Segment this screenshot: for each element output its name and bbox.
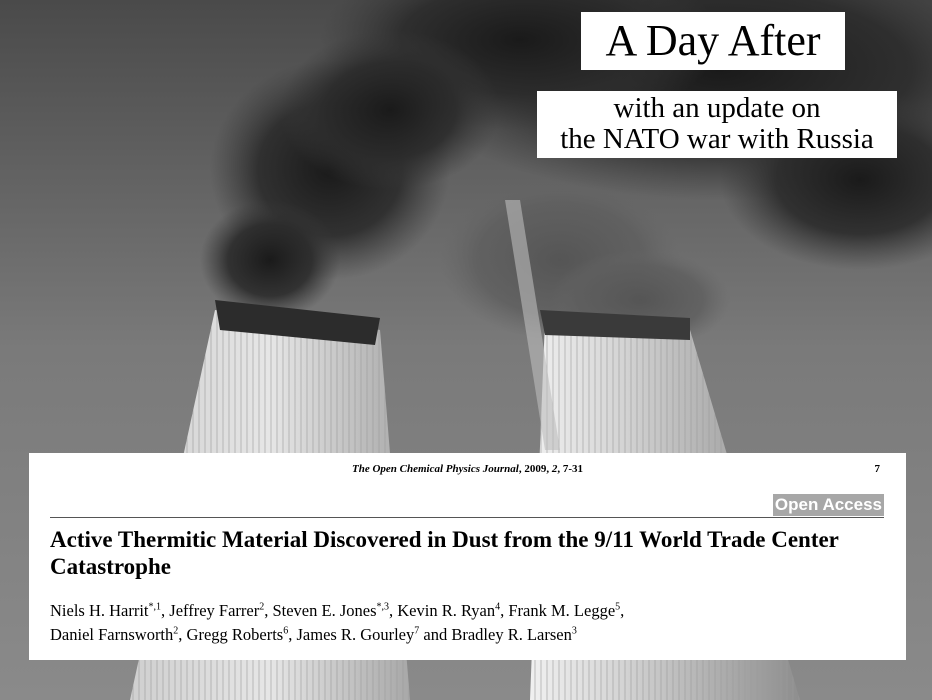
author-affiliation: 3 bbox=[571, 625, 577, 637]
author-name: Jeffrey Farrer bbox=[169, 601, 260, 620]
author-name: Frank M. Legge bbox=[508, 601, 616, 620]
header-divider bbox=[50, 517, 884, 518]
overlay-subtitle-line1: with an update on bbox=[613, 92, 821, 124]
author-list bbox=[50, 599, 886, 647]
journal-citation bbox=[29, 463, 906, 475]
author-separator: , bbox=[288, 625, 297, 644]
author-name: James R. Gourley bbox=[296, 625, 415, 644]
open-access-badge: Open Access bbox=[774, 495, 882, 514]
page-number: 7 bbox=[874, 463, 880, 475]
journal-volume: 2 bbox=[551, 463, 558, 475]
author-separator: and bbox=[419, 625, 452, 644]
author-affiliation: *,1 bbox=[148, 601, 162, 613]
author-name: Bradley R. Larsen bbox=[451, 625, 572, 644]
paper-header-excerpt bbox=[29, 453, 906, 660]
author-affiliation: 7 bbox=[414, 625, 420, 637]
journal-name: The Open Chemical Physics Journal bbox=[351, 463, 519, 475]
author-name: Niels H. Harrit bbox=[50, 601, 149, 620]
author-affiliation: 5 bbox=[615, 601, 621, 613]
author-affiliation: 2 bbox=[173, 625, 179, 637]
author-separator: , bbox=[178, 625, 187, 644]
author-affiliation: 6 bbox=[283, 625, 289, 637]
author-name: Daniel Farnsworth bbox=[50, 625, 174, 644]
author-separator: , bbox=[389, 601, 398, 620]
overlay-subtitle bbox=[537, 91, 897, 158]
author-separator: , bbox=[161, 601, 170, 620]
author-name: Steven E. Jones bbox=[272, 601, 377, 620]
author-affiliation: *,3 bbox=[376, 601, 389, 613]
overlay-title: A Day After bbox=[581, 12, 845, 70]
author-separator: , bbox=[500, 601, 509, 620]
author-affiliation: 4 bbox=[495, 601, 501, 613]
author-affiliation: 2 bbox=[259, 601, 265, 613]
author-name: Kevin R. Ryan bbox=[397, 601, 496, 620]
journal-pages: , 7-31 bbox=[557, 463, 583, 475]
overlay-subtitle-line2: the NATO war with Russia bbox=[560, 123, 874, 155]
author-separator: , bbox=[264, 601, 273, 620]
author-name: Gregg Roberts bbox=[186, 625, 284, 644]
author-separator: , bbox=[620, 601, 625, 620]
paper-title: Active Thermitic Material Discovered in Dust from the 9/11 World Trade Center Catastrophe bbox=[50, 527, 839, 579]
journal-year: , 2009, bbox=[518, 463, 552, 475]
